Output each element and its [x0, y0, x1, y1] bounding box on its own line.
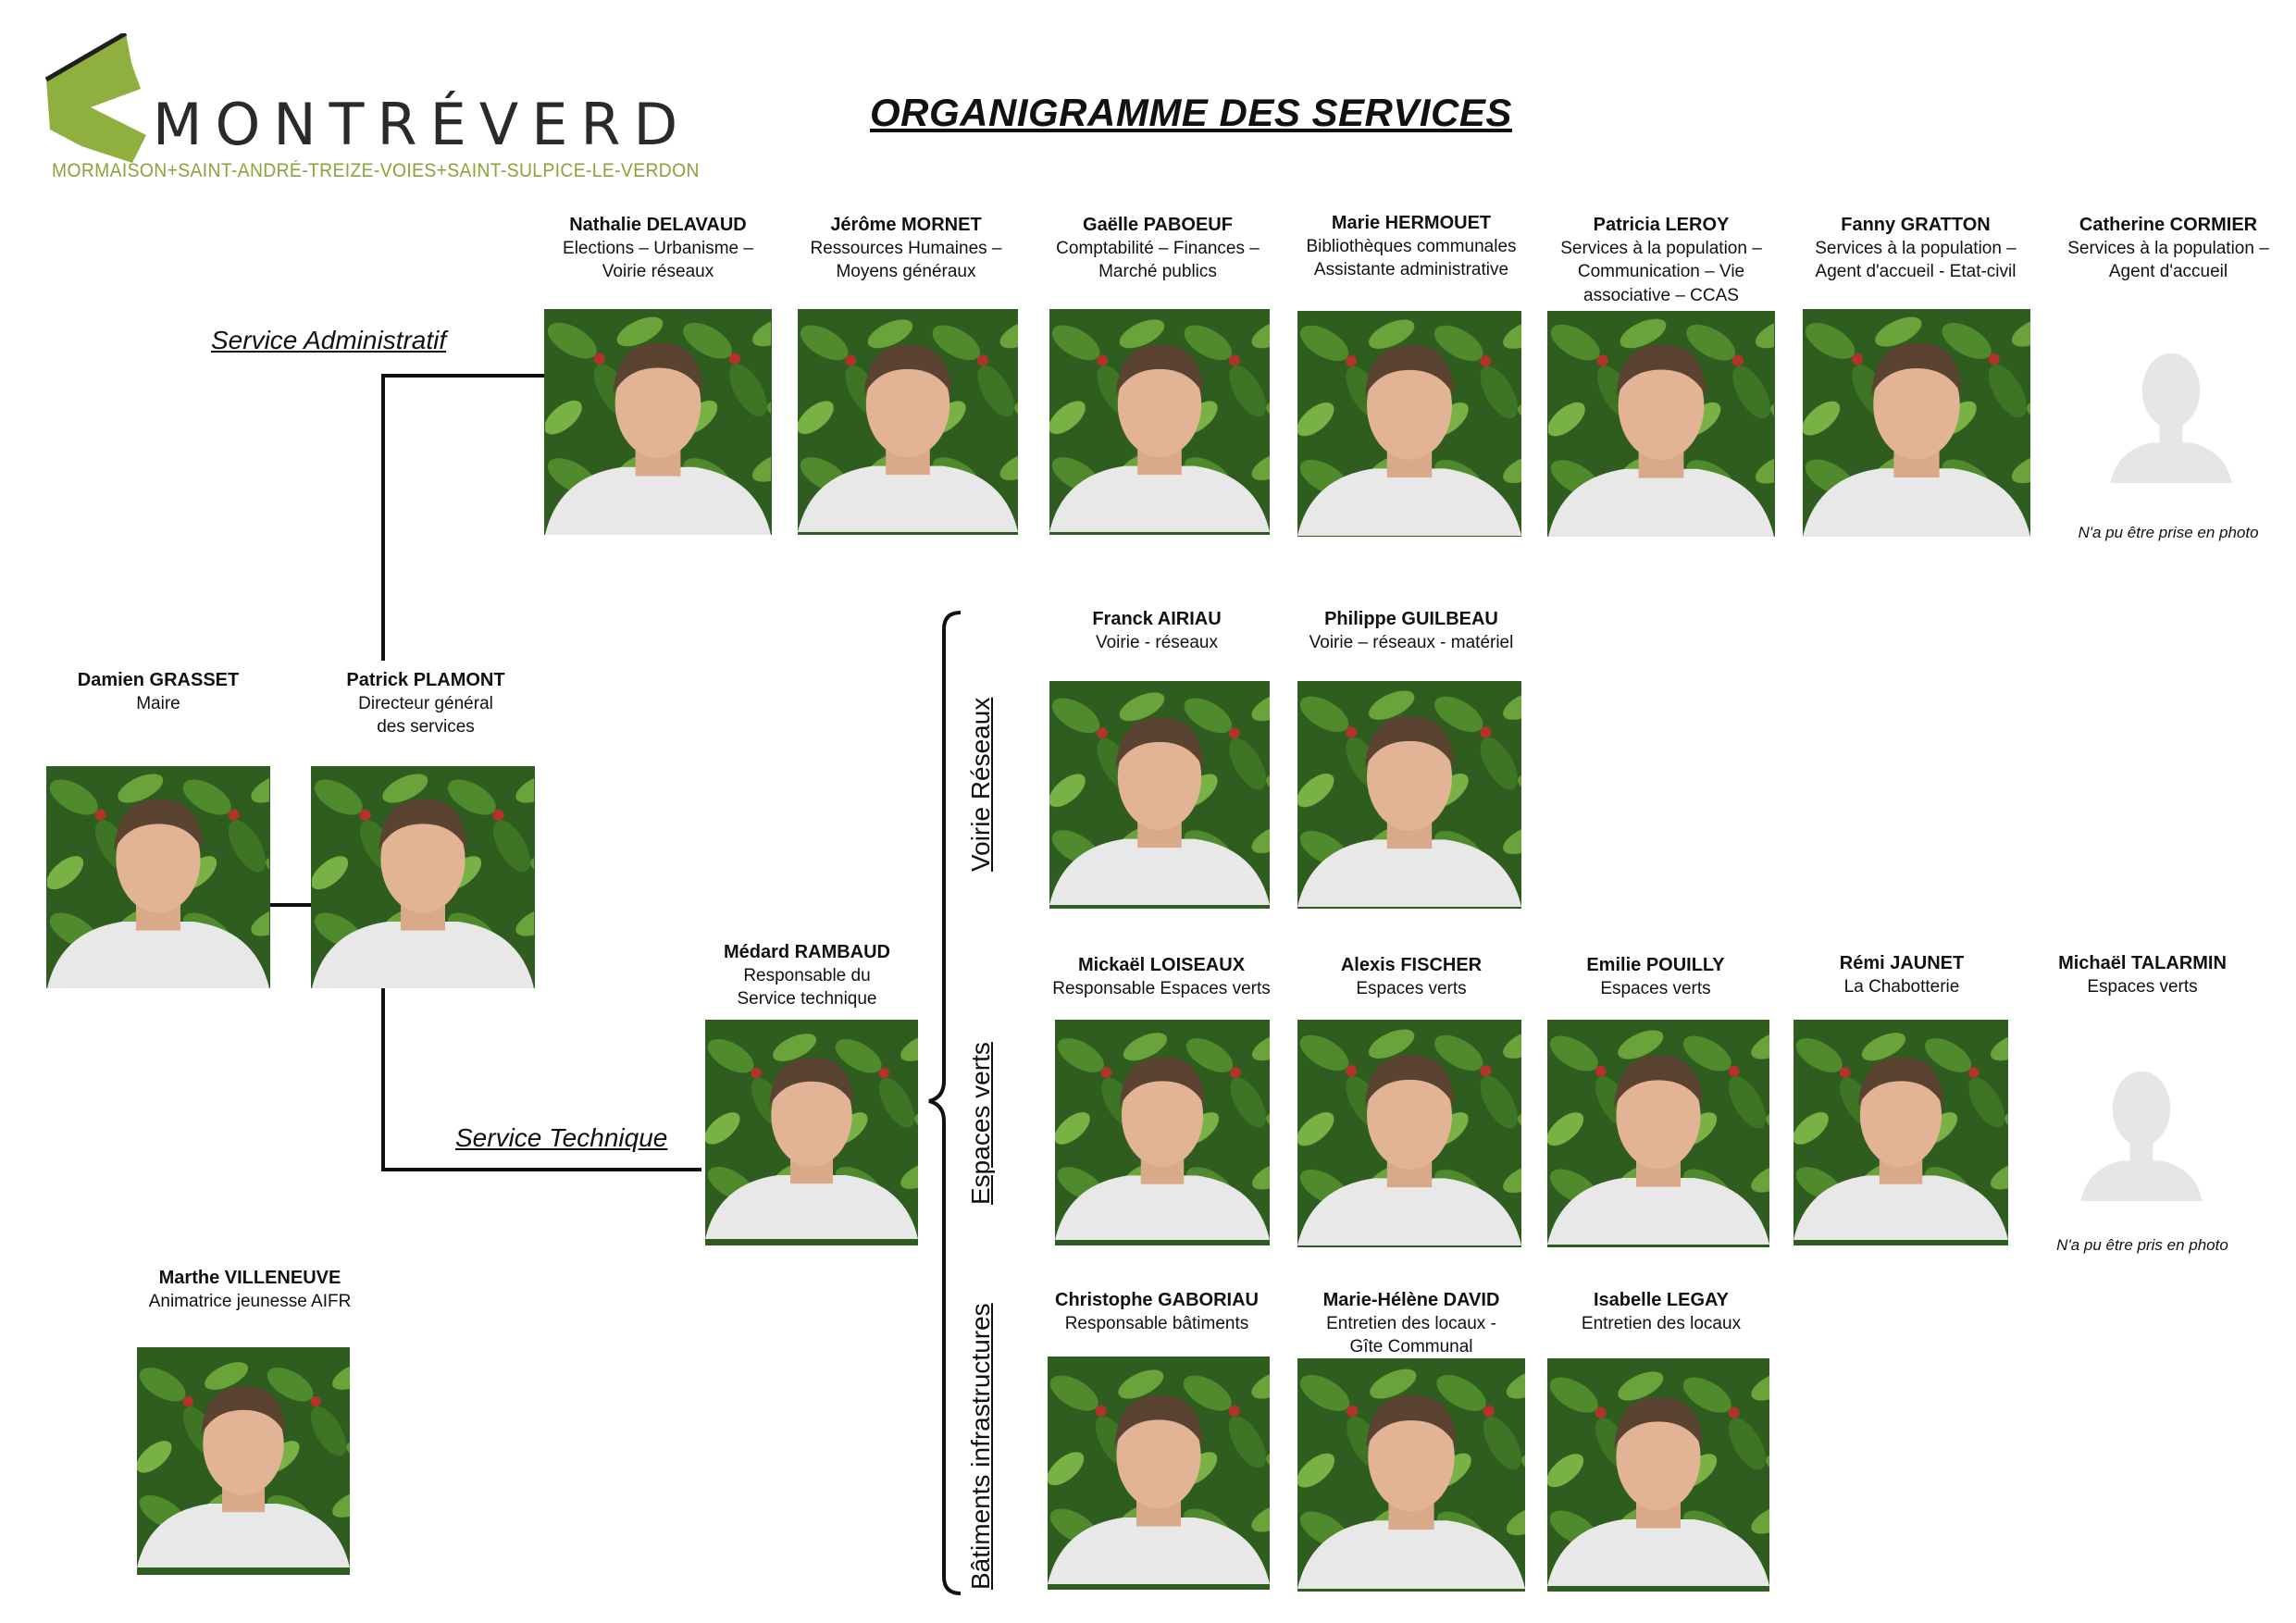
- photo-philippe-guilbeau: [1297, 681, 1521, 909]
- person-label: Philippe GUILBEAU Voirie – réseaux - matériel: [1309, 609, 1514, 653]
- photo-missing-note: N'a pu être pris en photo: [2056, 1236, 2228, 1254]
- photo-franck-airiau: [1049, 681, 1270, 909]
- person-label: Alexis FISCHER Espaces verts: [1340, 955, 1483, 999]
- connector-line: [268, 903, 311, 907]
- logo-subtitle: MORMAISON+SAINT-ANDRÉ-TREIZE-VOIES+SAINT-SULPICE-LE-VERDON: [52, 160, 700, 181]
- person-label: Patricia LEROY Services à la population – Communication – Vie associative – CCAS: [1560, 215, 1762, 305]
- photo-isabelle-legay: [1547, 1358, 1769, 1592]
- person-label: Catherine CORMIER Services à la population – Agent d'accueil: [2067, 215, 2269, 282]
- person-label: Franck AIRIAU Voirie - réseaux: [1092, 609, 1222, 653]
- logo-wordmark: MONTRÉVERD: [153, 91, 691, 158]
- photo-marthe-villeneuve: [137, 1347, 350, 1575]
- photo-missing-note: N'a pu être prise en photo: [2078, 524, 2259, 541]
- photo-patricia-leroy: [1547, 311, 1775, 537]
- photo-mickael-loiseaux: [1055, 1020, 1270, 1245]
- service-technique-label: Service Technique: [455, 1123, 668, 1152]
- person-label: Marie HERMOUET Bibliothèques communales Assistante administrative: [1306, 213, 1517, 280]
- person-label: Patrick PLAMONT Directeur général des services: [346, 670, 505, 737]
- person-label: Isabelle LEGAY Entretien des locaux: [1581, 1290, 1742, 1334]
- connector-line: [381, 986, 385, 1171]
- page-title: ORGANIGRAMME DES SERVICES: [870, 91, 1512, 134]
- placeholder-silhouette-icon: [2069, 1036, 2214, 1221]
- photo-damien-grasset: [46, 766, 270, 988]
- photo-marie-hermouet: [1297, 311, 1521, 537]
- group-voirie-label: Voirie Réseaux: [966, 697, 995, 872]
- photo-christophe-gaboriau: [1048, 1357, 1270, 1590]
- person-label: Rémi JAUNET La Chabotterie: [1839, 953, 1965, 997]
- photo-medard-rambaud: [705, 1020, 918, 1245]
- person-label: Mickaël LOISEAUX Responsable Espaces verts: [1052, 955, 1271, 999]
- person-label: Jérôme MORNET Ressources Humaines – Moyens généraux: [810, 215, 1002, 282]
- connector-line: [381, 374, 385, 661]
- group-espaces-label: Espaces verts: [966, 1042, 995, 1205]
- photo-remi-jaunet: [1793, 1020, 2008, 1245]
- placeholder-silhouette-icon: [2099, 318, 2243, 503]
- photo-emilie-pouilly: [1547, 1020, 1769, 1247]
- person-label: Emilie POUILLY Espaces verts: [1586, 955, 1725, 999]
- photo-marie-helene-david: [1297, 1358, 1525, 1592]
- photo-jerome-mornet: [798, 309, 1018, 535]
- service-administratif-label: Service Administratif: [211, 326, 447, 354]
- person-label: Médard RAMBAUD Responsable du Service technique: [724, 942, 890, 1010]
- photo-alexis-fischer: [1297, 1020, 1521, 1247]
- photo-nathalie-delavaud: [544, 309, 772, 535]
- person-label: Nathalie DELAVAUD Elections – Urbanisme – Voirie réseaux: [563, 215, 753, 282]
- person-label: Michaël TALARMIN Espaces verts: [2058, 953, 2227, 997]
- person-label: Christophe GABORIAU Responsable bâtiments: [1055, 1290, 1259, 1334]
- person-label: Fanny GRATTON Services à la population – Agent d'accueil - Etat-civil: [1815, 215, 2017, 282]
- group-bracket: [925, 609, 970, 1599]
- photo-fanny-gratton: [1803, 309, 2030, 537]
- person-label: Gaëlle PABOEUF Comptabilité – Finances – Marché publics: [1056, 215, 1260, 282]
- logo-mark-icon: [44, 33, 146, 163]
- person-label: Damien GRASSET Maire: [77, 670, 240, 714]
- photo-patrick-plamont: [311, 766, 535, 988]
- photo-gaelle-paboeuf: [1049, 309, 1270, 535]
- group-batiments-label: Bâtiments infrastructures: [966, 1303, 995, 1590]
- person-label: Marie-Hélène DAVID Entretien des locaux - Gîte Communal: [1322, 1290, 1500, 1357]
- connector-line: [381, 1168, 701, 1171]
- person-label: Marthe VILLENEUVE Animatrice jeunesse AIFR: [148, 1268, 352, 1312]
- connector-line: [381, 374, 544, 378]
